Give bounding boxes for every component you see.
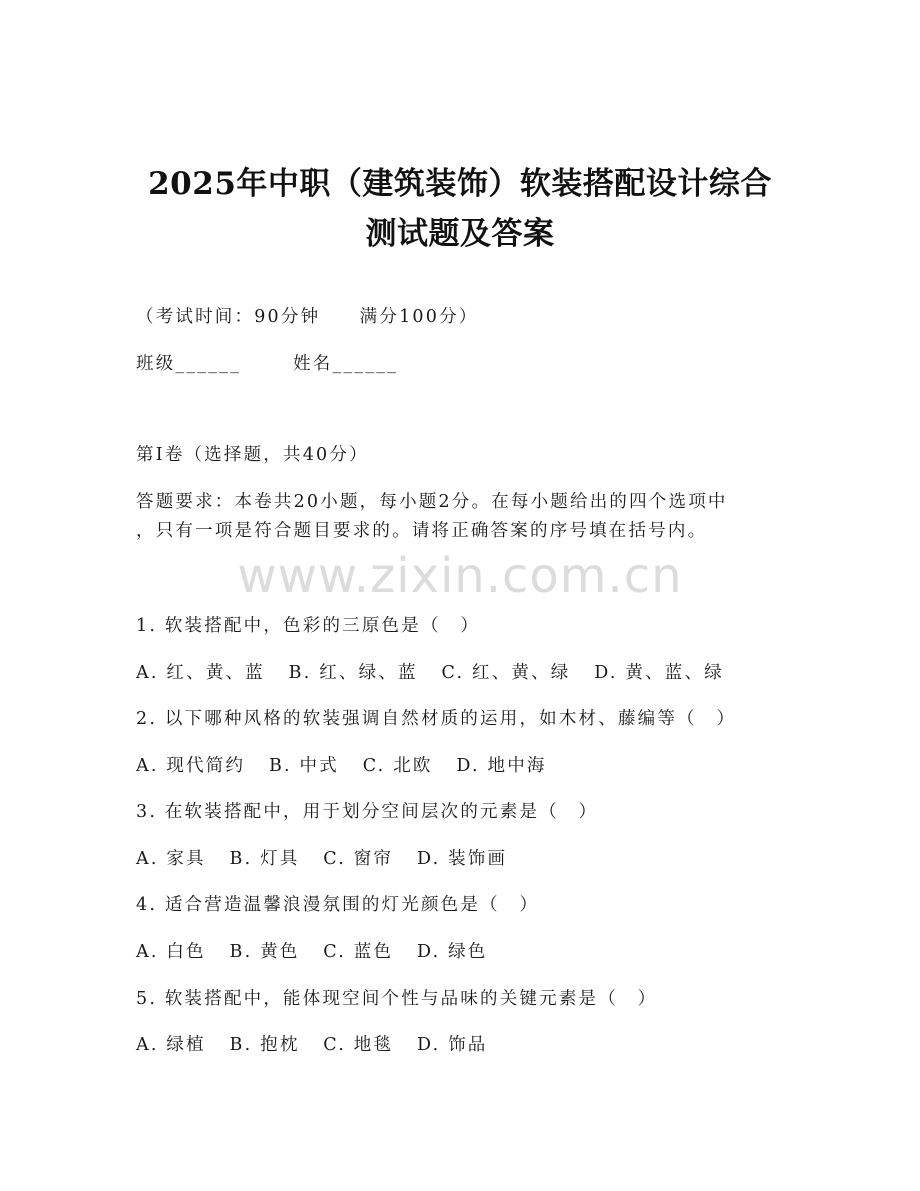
option-d: D. 饰品 — [416, 1035, 488, 1055]
question-2-options — [136, 752, 563, 777]
question-3-options — [136, 845, 523, 870]
option-a: A. 红、黄、蓝 — [136, 663, 265, 683]
option-b: B. 红、绿、蓝 — [288, 663, 418, 683]
option-a: A. 绿植 — [136, 1035, 206, 1055]
option-b: B. 灯具 — [229, 849, 300, 869]
name-field: 姓名______ — [293, 354, 399, 374]
question-5-options — [136, 1031, 504, 1056]
question-1: 1. 软装搭配中，色彩的三原色是（ ） — [136, 616, 481, 636]
option-d: D. 地中海 — [456, 756, 547, 776]
question-3: 3. 在软装搭配中，用于划分空间层次的元素是（ ） — [136, 802, 599, 822]
option-d: D. 黄、蓝、绿 — [594, 663, 724, 683]
question-2: 2. 以下哪种风格的软装强调自然材质的运用，如木材、藤编等（ ） — [136, 709, 737, 729]
question-5: 5. 软装搭配中，能体现空间个性与品味的关键元素是（ ） — [136, 989, 658, 1009]
option-d: D. 绿色 — [416, 942, 488, 962]
option-a: A. 家具 — [136, 849, 206, 869]
option-c: C. 北欧 — [362, 756, 433, 776]
watermark: www.zixin.com.cn — [237, 548, 683, 604]
option-b: B. 抱枕 — [229, 1035, 300, 1055]
document-title-line-1: 2025年中职（建筑装饰）软装搭配设计综合 — [148, 166, 772, 202]
question-1-options — [136, 659, 740, 684]
question-4: 4. 适合营造温馨浪漫氛围的灯光颜色是（ ） — [136, 895, 540, 915]
class-field: 班级______ — [136, 354, 242, 374]
option-a: A. 白色 — [136, 942, 206, 962]
section-heading: 第I卷（选择题，共40分） — [136, 445, 369, 465]
document-title-line-2: 测试题及答案 — [365, 216, 555, 252]
option-c: C. 红、黄、绿 — [441, 663, 571, 683]
exam-info: （考试时间：90分钟 满分100分） — [136, 307, 479, 327]
student-info-row — [136, 350, 398, 375]
question-4-options — [136, 938, 504, 963]
instructions-line-2: ，只有一项是符合题目要求的。请将正确答案的序号填在括号内。 — [136, 521, 708, 541]
instructions-line-1: 答题要求：本卷共20小题，每小题2分。在每小题给出的四个选项中 — [136, 492, 728, 512]
option-d: D. 装饰画 — [416, 849, 508, 869]
option-a: A. 现代简约 — [136, 756, 246, 776]
option-c: C. 窗帘 — [323, 849, 394, 869]
option-b: B. 中式 — [268, 756, 339, 776]
option-c: C. 地毯 — [323, 1035, 394, 1055]
option-b: B. 黄色 — [229, 942, 300, 962]
option-c: C. 蓝色 — [323, 942, 394, 962]
